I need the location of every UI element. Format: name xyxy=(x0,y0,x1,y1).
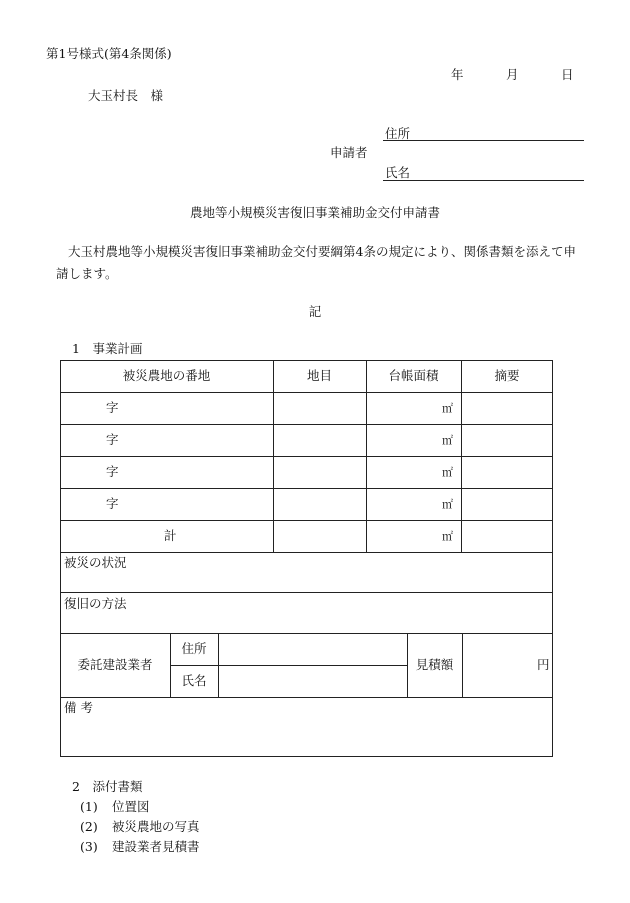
attachment-number: (2) xyxy=(80,819,98,834)
row-aza-label: 字 xyxy=(106,400,119,415)
header-remarks: 摘要 xyxy=(494,368,520,383)
unit-text: ㎡ xyxy=(442,466,453,479)
damage-status-label: 被災の状況 xyxy=(64,555,127,570)
row-area-unit xyxy=(442,435,453,446)
estimate-label: 見積額 xyxy=(415,657,454,672)
table-vline xyxy=(461,360,462,552)
row-aza-label: 字 xyxy=(106,464,119,479)
section1-heading: 1 事業計画 xyxy=(72,341,143,356)
table-vline xyxy=(462,633,463,697)
body-paragraph xyxy=(56,241,576,285)
unit-text: ㎡ xyxy=(442,402,453,415)
attachment-item: 建設業者見積書 xyxy=(112,839,200,854)
table-vline xyxy=(366,360,367,552)
applicant-label: 申請者 xyxy=(330,145,368,160)
contractor-address-label: 住所 xyxy=(181,641,207,656)
total-label: 計 xyxy=(164,528,177,543)
table-hline xyxy=(60,633,553,634)
recovery-method-label: 復旧の方法 xyxy=(64,596,127,611)
section2-heading: 2 添付書類 xyxy=(72,779,143,794)
applicant-name-line[interactable] xyxy=(383,180,584,181)
attachment-number: (1) xyxy=(80,799,98,814)
attachment-item: 位置図 xyxy=(112,799,150,814)
attachment-item: 被災農地の写真 xyxy=(112,819,200,834)
row-area-unit xyxy=(442,499,453,510)
table-hline xyxy=(60,456,553,457)
applicant-address-label: 住所 xyxy=(385,126,411,141)
row-area-unit xyxy=(442,467,453,478)
row-aza-label: 字 xyxy=(106,432,119,447)
header-land-category: 地目 xyxy=(306,368,332,383)
unit-text: ㎡ xyxy=(442,530,453,543)
row-area-unit xyxy=(442,403,453,414)
unit-text: ㎡ xyxy=(442,498,453,511)
table-vline xyxy=(273,360,274,552)
remarks-label: 備 考 xyxy=(64,700,93,715)
table-hline xyxy=(60,697,553,698)
table-hline xyxy=(170,665,407,666)
contractor-name-label: 氏名 xyxy=(181,673,207,688)
table-hline xyxy=(60,392,553,393)
applicant-name-label: 氏名 xyxy=(385,165,411,180)
body-text: 大玉村農地等小規模災害復旧事業補助金交付要綱第4条の規定により、関係書類を添えて申請します。 xyxy=(56,244,576,281)
table-hline xyxy=(60,520,553,521)
table-hline xyxy=(60,424,553,425)
date-year-label: 年 xyxy=(451,67,464,82)
unit-text: ㎡ xyxy=(442,434,453,447)
contractor-label: 委託建設業者 xyxy=(77,657,153,672)
addressee: 大玉村長 様 xyxy=(88,88,164,103)
date-month-label: 月 xyxy=(506,67,519,82)
applicant-address-line[interactable] xyxy=(383,140,584,141)
header-registered-area: 台帳面積 xyxy=(388,368,439,383)
table-hline xyxy=(60,552,553,553)
table-vline xyxy=(218,633,219,697)
yen-label: 円 xyxy=(537,657,550,672)
form-number: 第1号様式(第4条関係) xyxy=(46,46,172,61)
table-hline xyxy=(60,488,553,489)
ki-label: 記 xyxy=(308,304,322,319)
attachment-number: (3) xyxy=(80,839,98,854)
document-title: 農地等小規模災害復旧事業補助金交付申請書 xyxy=(189,205,440,220)
date-day-label: 日 xyxy=(561,67,574,82)
row-aza-label: 字 xyxy=(106,496,119,511)
table-hline xyxy=(60,592,553,593)
header-lot-number: 被災農地の番地 xyxy=(122,368,211,383)
total-area-unit xyxy=(442,531,453,542)
